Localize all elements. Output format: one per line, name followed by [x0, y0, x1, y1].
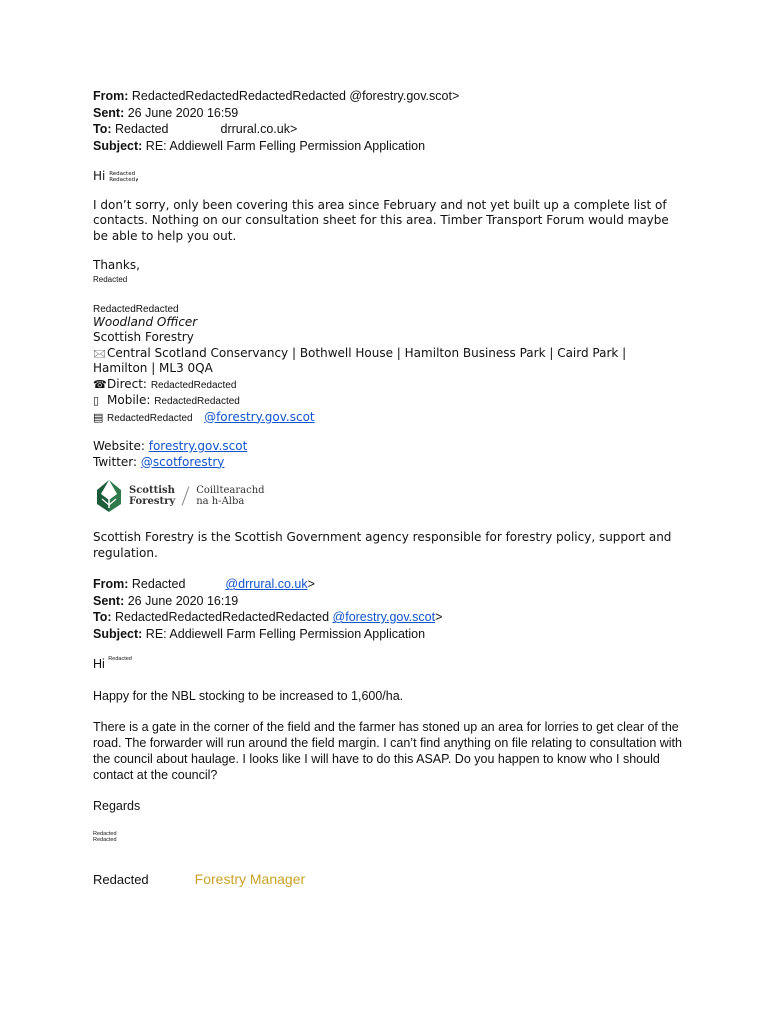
tree-logo-icon — [93, 478, 125, 514]
logo-english: Scottish Forestry — [129, 485, 176, 507]
email2-to-link[interactable]: @forestry.gov.scot — [332, 610, 436, 624]
sent-label: Sent: — [93, 105, 125, 120]
subject-label: Subject: — [93, 138, 143, 153]
twitter-link[interactable]: @scotforestry — [140, 454, 225, 469]
email1-header — [93, 88, 693, 154]
email2-redacted-small: Redacted Redacted — [93, 831, 117, 843]
phone-icon: ☎ — [93, 377, 107, 391]
scottish-forestry-logo — [93, 476, 693, 516]
email2-greeting: Hi Redacted — [93, 656, 132, 671]
email2-from-link[interactable]: @drrural.co.uk — [225, 577, 308, 591]
email1-greeting: Hi Redacted Redacted, — [93, 169, 139, 183]
sent-value: 26 June 2020 16:59 — [127, 105, 239, 120]
email2-regards: Regards — [93, 799, 141, 813]
sig-direct: ☎Direct: RedactedRedacted — [93, 376, 237, 391]
email2-para1: Happy for the NBL stocking to be increased to 1,600/ha. — [93, 689, 404, 703]
to-name: Redacted — [115, 122, 169, 136]
sig-email-link[interactable]: @forestry.gov.scot — [204, 409, 315, 424]
email-thread — [93, 88, 693, 889]
sig-website: Website: forestry.gov.scot — [93, 439, 248, 453]
disclaimer: Scottish Forestry is the Scottish Government agency responsible for forestry policy, support and regulation. — [93, 530, 672, 560]
mobile-phone-icon: ▯ — [93, 394, 100, 407]
logo-gaelic: Coilltearachd na h-Alba — [196, 485, 265, 507]
sig-title: Woodland Officer — [93, 314, 198, 329]
email2-signature — [93, 871, 693, 889]
laptop-icon: ▤ — [93, 410, 104, 424]
email1-thanks: Thanks, — [93, 258, 140, 272]
subject-value: RE: Addiewell Farm Felling Permission Application — [145, 138, 426, 153]
sig-mobile: ▯ Mobile: RedactedRedacted — [93, 393, 240, 407]
email2-header: From: Redacted @drrural.co.uk> Sent: 26 June 2020 16:19 To: RedactedRedactedRedactedRedacted @forestry.gov.scot> Subject: RE: Addiewell Farm Felling Permission Application — [93, 577, 443, 641]
email2-para2: There is a gate in the corner of the field and the farmer has stoned up an area for lorries to get clear of the road. The forwarder will run around the field margin. I can’t find anything on file relating to consultation with the council about haulage. I looks like I will have to do this ASAP. Do you happen to know who I should contact at the council? — [93, 720, 682, 782]
email2-sig-title: Forestry Manager — [194, 871, 306, 887]
email1-paragraph: I don’t sorry, only been covering this area since February and not yet built up a complete list of contacts. Nothing on our consultation sheet for this area. Timber Transport Forum would maybe be able to help you out. — [93, 197, 669, 243]
email1-thanks-redacted: Redacted — [93, 274, 128, 284]
sig-name: RedactedRedacted — [93, 303, 179, 315]
signature-block — [93, 304, 693, 517]
from-label: From: — [93, 89, 129, 103]
sig-twitter: Twitter: @scotforestry — [93, 454, 225, 469]
to-domain: drrural.co.uk> — [220, 122, 298, 136]
to-label: To: — [93, 122, 112, 136]
greeting-text: Hi — [93, 169, 106, 183]
sig-email: ▤ RedactedRedacted @forestry.gov.scot — [93, 409, 315, 424]
from-value: RedactedRedactedRedactedRedacted @forestry.gov.scot> — [131, 89, 460, 103]
email2-sig-name: Redacted — [93, 872, 149, 887]
sig-org: Scottish Forestry — [93, 330, 194, 344]
envelope-icon: 🖂 — [93, 346, 106, 360]
greeting-redacted: Redacted Redacted — [109, 170, 136, 183]
sig-address: 🖂Central Scotland Conservancy | Bothwell House | Hamilton Business Park | Caird Park | Hamilton | ML3 0QA — [93, 345, 627, 375]
logo-divider — [182, 486, 190, 505]
website-link[interactable]: forestry.gov.scot — [148, 439, 248, 453]
